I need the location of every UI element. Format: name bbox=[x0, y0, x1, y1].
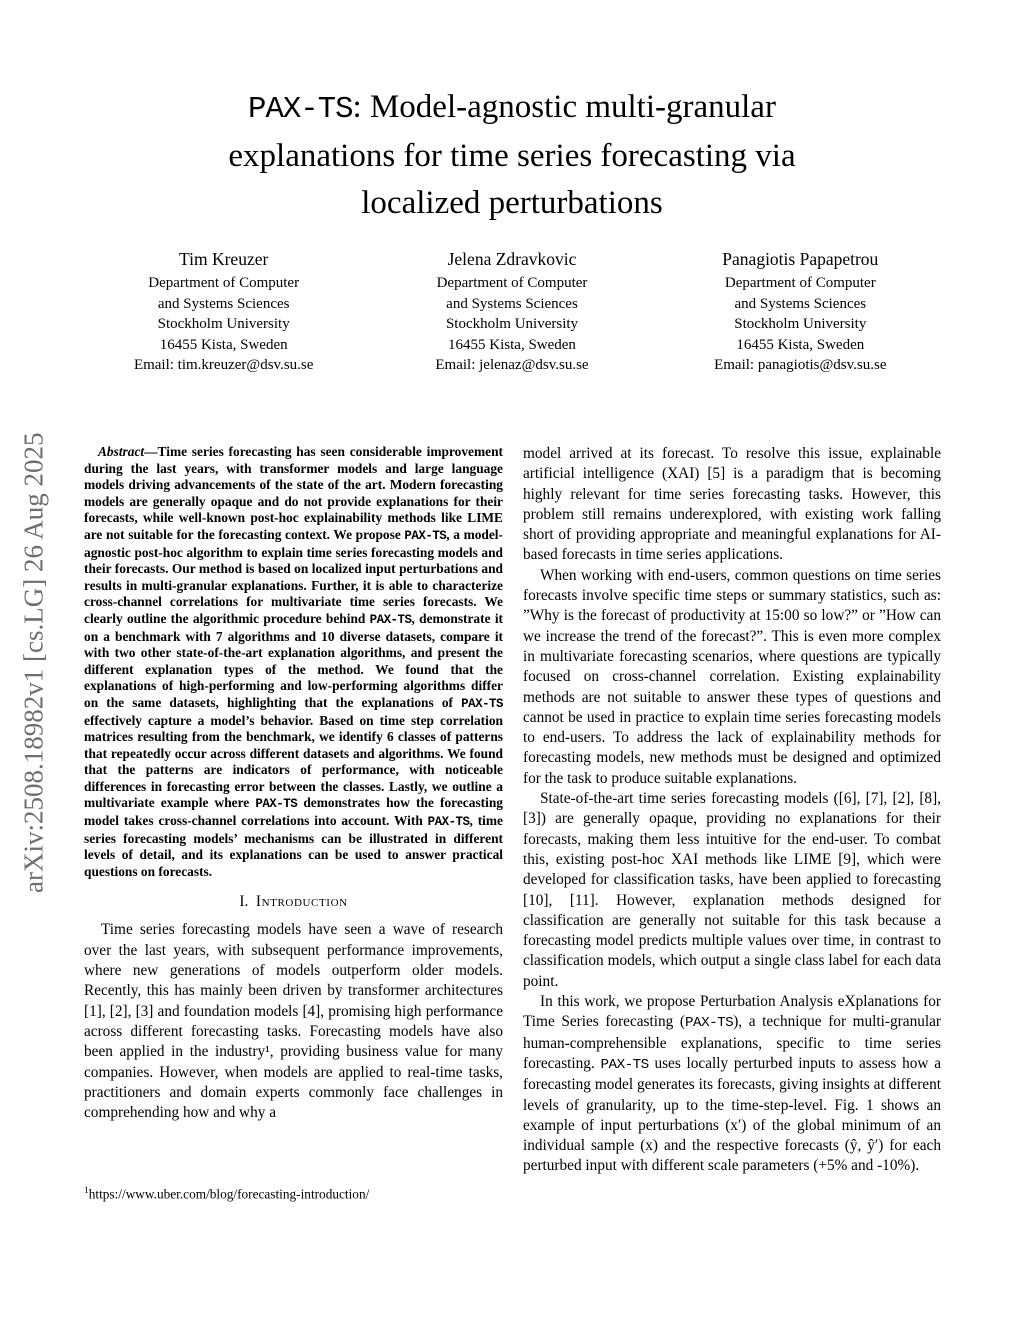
author-address: 16455 Kista, Sweden bbox=[159, 336, 288, 353]
author-university: Stockholm University bbox=[157, 316, 290, 332]
intro-paragraph-1: Time series forecasting models have seen a wave of research over the last years, with subsequent performance improvements, where new generations of models outperform older models. Recently, this has mainly been driven by transformer architectures [1], [2], [3] and foundation models [4], promising high performance across different forecasting tasks. Forecasting models have also been applied in the industry¹, providing business value for many companies. However, when models are applied to real-time tasks, practitioners and domain experts commonly face challenges in comprehending how and why a bbox=[84, 921, 503, 1122]
author-dept-line1: Department of Computer bbox=[436, 275, 588, 291]
title-line-1 bbox=[0, 84, 1024, 133]
footnote-marker: 1 bbox=[84, 1186, 89, 1196]
abstract-text: —Time series forecasting has seen considerable improvement during the last years, with transformer models and large language models driving advancements of the state of the art. Modern forecasting models are generally opaque and do not provide explanations for their forecasts, while well-known post-hoc explainability methods like LIME are not suitable for the forecasting context. We propose PAX-TS, a model-agnostic post-hoc algorithm to explain time series forecasting models and their forecasts. Our method is based on localized input perturbations and results in multi-granular explanations. Further, it is able to characterize cross-channel correlations for multivariate time series forecasts. We clearly outline the algorithmic procedure behind PAX-TS, demonstrate it on a benchmark with 7 algorithms and 10 diverse datasets, compare it with two other state-of-the-art explanation algorithms, and present the different explanation types of the method. We found that the explanations of high-performing and low-performing algorithms differ on the same datasets, highlighting that the explanations of PAX-TS effectively capture a model’s behavior. Based on time step correlation matrices resulting from the benchmark, we identify 6 classes of patterns that repeatedly occur across different datasets and algorithms. We found that the patterns are indicators of performance, with noticeable differences in forecasting error between the classes. Lastly, we outline a multivariate example where PAX-TS demonstrates how the forecasting model takes cross-channel correlations into account. With PAX-TS, time series forecasting models’ mechanisms can be illustrated in different levels of detail, and its explanations can be used to answer practical questions on forecasts. bbox=[84, 444, 504, 879]
footnote bbox=[84, 1183, 503, 1202]
right-column bbox=[523, 444, 941, 1177]
intro-heading-number: I. bbox=[239, 893, 249, 911]
author-university: Stockholm University bbox=[445, 316, 579, 332]
author-block-2 bbox=[376, 248, 647, 376]
author-dept-line2: and Systems Sciences bbox=[446, 295, 578, 312]
author-email: Email: panagiotis@dsv.su.se bbox=[714, 357, 887, 373]
author-email: Email: tim.kreuzer@dsv.su.se bbox=[133, 357, 314, 373]
author-dept-line1: Department of Computer bbox=[724, 275, 876, 291]
intro-heading-title: Introduction bbox=[255, 893, 348, 911]
author-name: Jelena Zdravkovic bbox=[447, 249, 577, 269]
author-address: 16455 Kista, Sweden bbox=[448, 336, 576, 353]
author-name: Tim Kreuzer bbox=[179, 249, 269, 269]
left-column bbox=[84, 444, 503, 1123]
author-dept-line1: Department of Computer bbox=[148, 275, 300, 291]
right-paragraph-1: model arrived at its forecast. To resolve this issue, explainable artificial intelligence (XAI) [5] is a paradigm that is becoming highly relevant for time series forecasting tasks. However, this problem still remains underexplored, with existing work falling short of providing appropriate and meaningful explanations for AI-based forecasts in time series applications. bbox=[523, 445, 941, 564]
title-line-2: explanations for time series forecasting via bbox=[228, 138, 796, 174]
author-row bbox=[88, 248, 936, 376]
author-name: Panagiotis Papapetrou bbox=[722, 249, 879, 269]
title-line-3: localized perturbations bbox=[361, 185, 663, 221]
author-university: Stockholm University bbox=[734, 316, 867, 332]
author-dept-line2: and Systems Sciences bbox=[157, 295, 290, 312]
right-paragraph-4: In this work, we propose Perturbation Analysis eXplanations for Time Series forecasting (PAX-TS), a technique for multi-granular human-comprehensible explanations, specific to time series forecasting. PAX-TS uses locally perturbed inputs to assess how a forecasting model generates its forecasts, giving insights at different levels of granularity, up to the time-step-level. Fig. 1 shows an example of input perturbations (x′) of the global minimum of an individual sample (x) and the respective forecasts (ŷ, ŷ′) for each perturbed input with different scale parameters (+5% and -10%). bbox=[523, 993, 941, 1175]
right-paragraph-2: When working with end-users, common questions on time series forecasts involve specific time steps or summary statistics, such as: ”Why is the forecast of productivity at 15:00 so low?” or ”How can we increase the trend of the forecast?”. This is even more complex in multivariate forecasting scenarios, where questions are typically focused on cross-channel correlation. Existing explainability methods are not suitable to answer these types of questions and cannot be used in practice to explain time series forecasting models to end-users. To address the lack of explainability methods for forecasting models, new methods must be designed and optimized for the task to produce suitable explanations. bbox=[523, 566, 941, 787]
title-pax-ts-code: PAX-TS bbox=[248, 92, 353, 127]
title-line-1-rest: : Model-agnostic multi-granular bbox=[352, 89, 776, 125]
abstract-paragraph bbox=[84, 444, 503, 880]
author-email: Email: jelenaz@dsv.su.se bbox=[435, 357, 589, 373]
author-block-3 bbox=[665, 248, 936, 376]
right-paragraph-3: State-of-the-art time series forecasting models ([6], [7], [2], [8], [3]) are generally opaque, providing no explanations for their forecasts, making them less intuitive for the end-user. To combat this, existing post-hoc XAI methods like LIME [9], which were developed for classification tasks, have been applied to forecasting [10], [11]. However, explanation methods designed for classification are generally not suitable for this task because a forecasting model predicts multiple values over time, in contrast to classification models, which output a single class label for each data point. bbox=[523, 790, 941, 990]
author-address: 16455 Kista, Sweden bbox=[736, 336, 865, 353]
author-dept-line2: and Systems Sciences bbox=[734, 295, 867, 312]
author-block-1 bbox=[88, 248, 359, 376]
footnote-url: https://www.uber.com/blog/forecasting-introduction/ bbox=[88, 1186, 370, 1202]
intro-heading bbox=[84, 893, 503, 911]
paper-title bbox=[0, 84, 1024, 227]
arxiv-watermark: arXiv:2508.18982v1 [cs.LG] 26 Aug 2025 bbox=[18, 432, 49, 893]
abstract-label: Abstract bbox=[98, 444, 145, 459]
